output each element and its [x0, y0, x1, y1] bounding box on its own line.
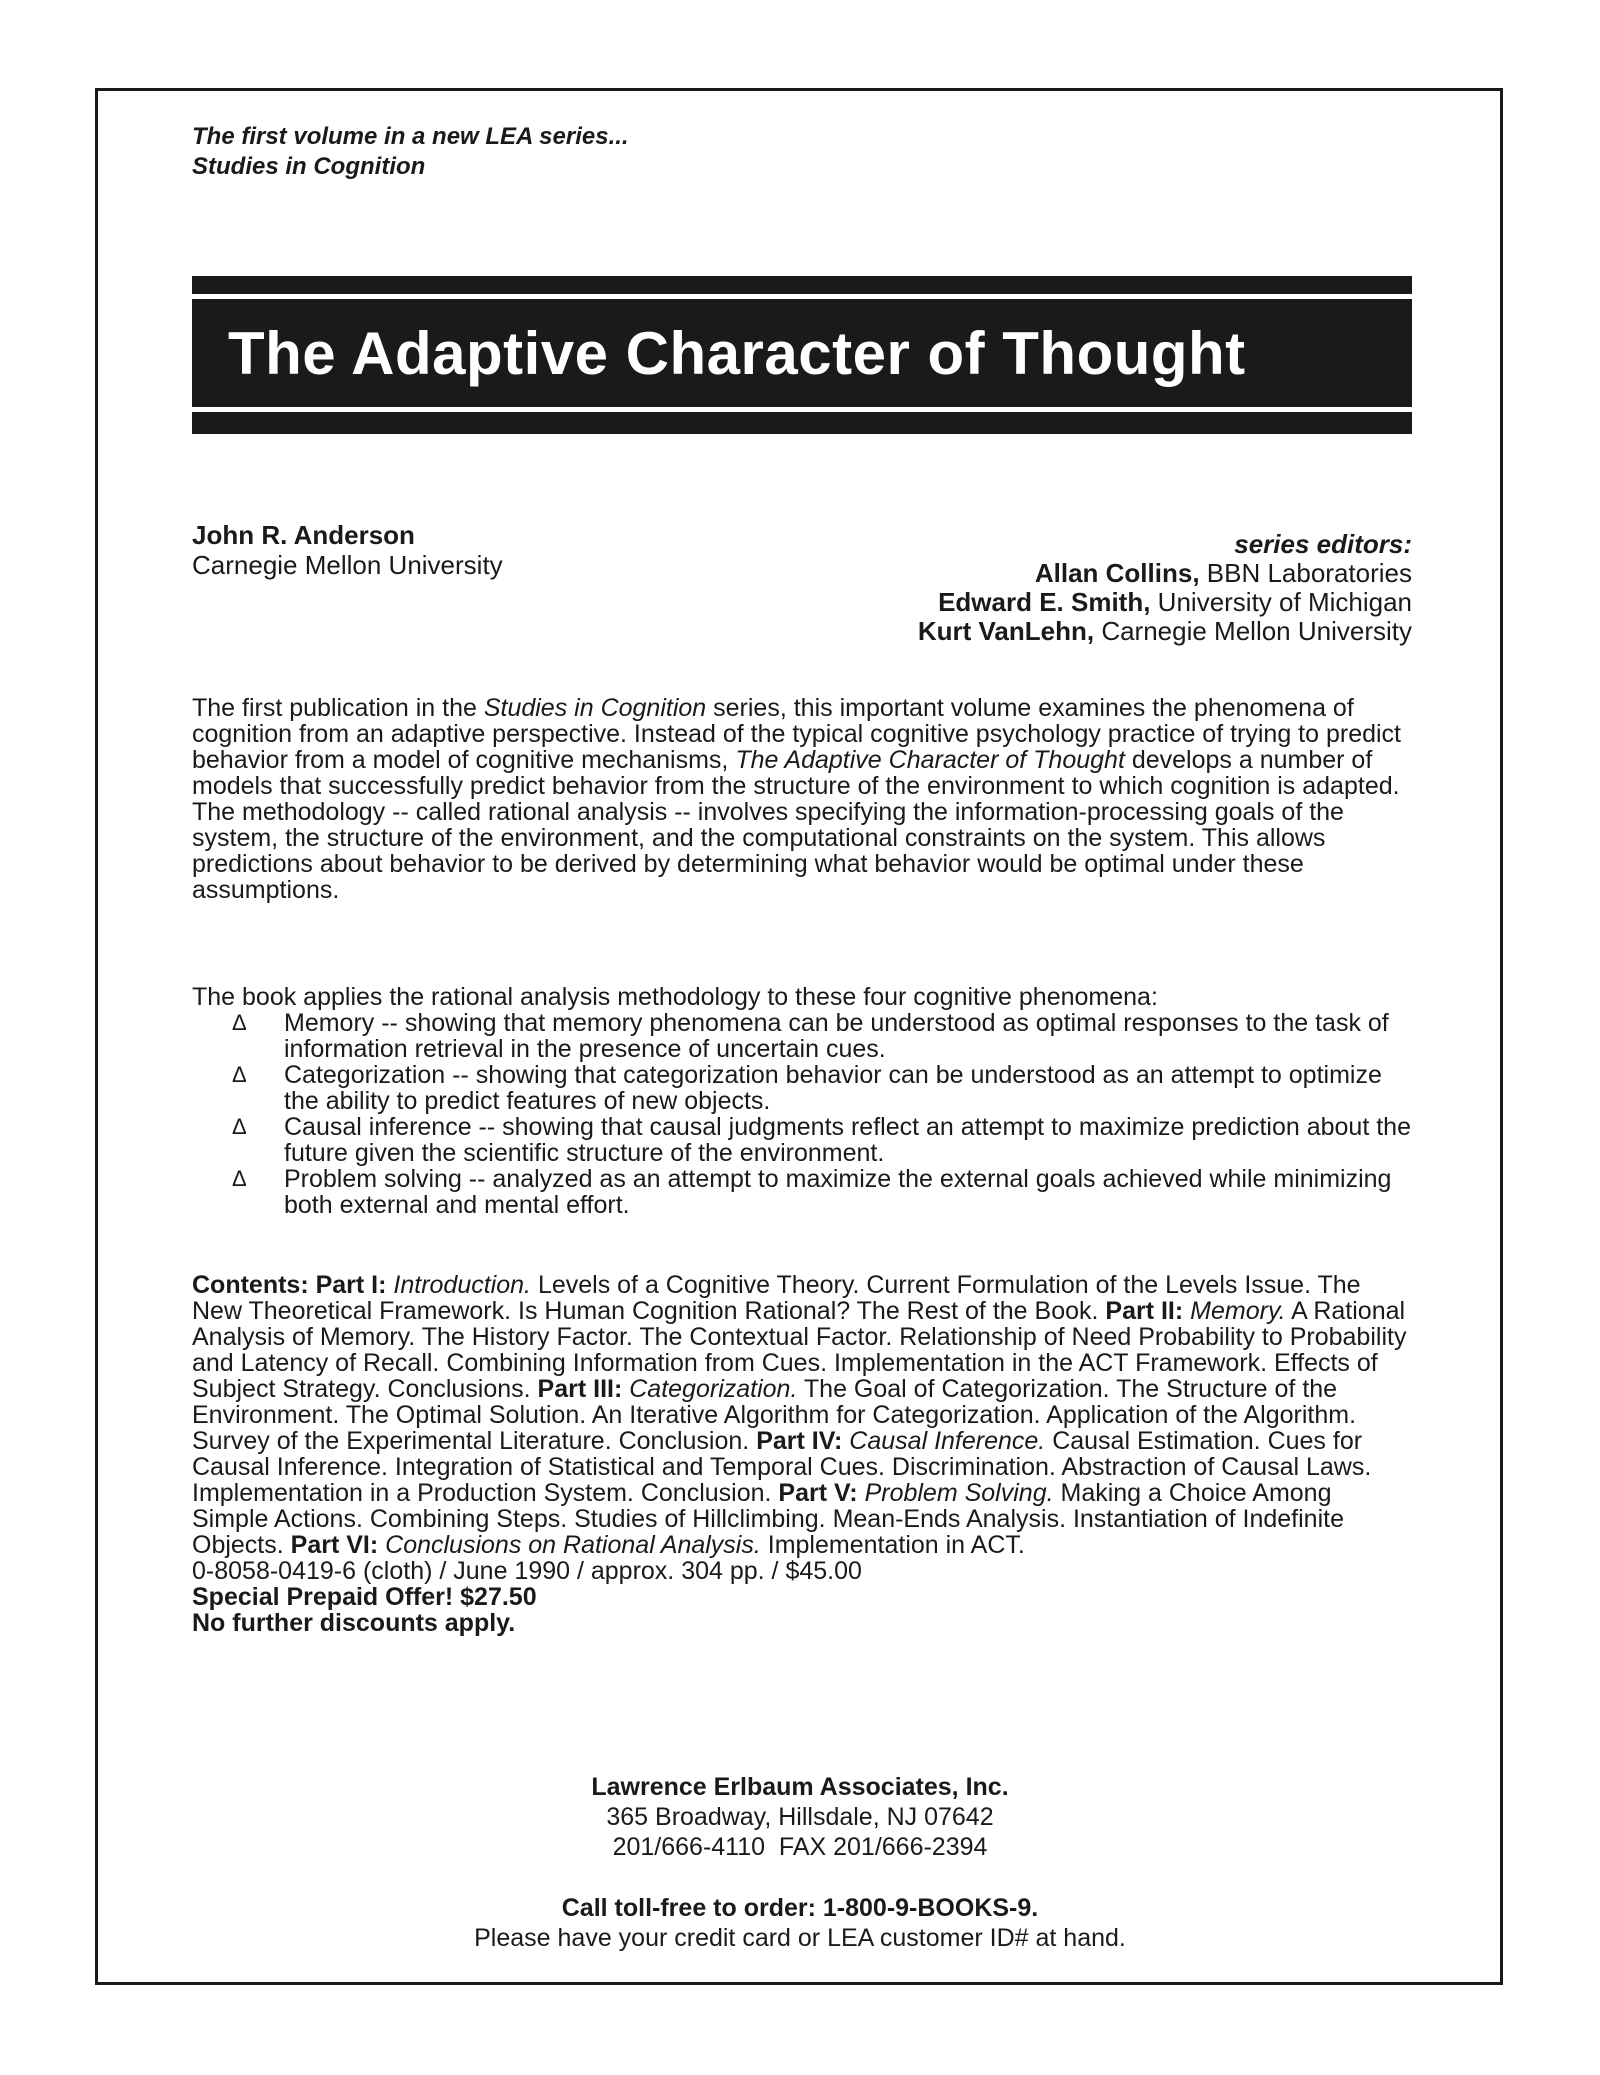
part-text: Causal Estimation. Cues for Causal Inference. Integration of Statistical and Temporal Cues. Discrimination. Abstraction of Causal Laws. Implementation in a Production System. Conclusion.: [192, 1427, 1372, 1507]
editor-entry: [918, 559, 1412, 588]
delta-bullet-icon: Δ: [232, 1166, 247, 1191]
text-run: The first publication in the: [192, 694, 484, 722]
bullet-text: Categorization -- showing that categorization behavior can be understood as an attempt to optimize the ability to predict features of new objects.: [284, 1061, 1382, 1115]
part-title: Conclusions on Rational Analysis.: [385, 1531, 761, 1559]
part-label: Part V:: [778, 1479, 858, 1507]
part-title: Causal Inference.: [849, 1427, 1046, 1455]
part-text: Implementation in ACT.: [760, 1531, 1025, 1559]
phenomena-list: [192, 1010, 1414, 1218]
contents-label: Contents: Part I:: [192, 1271, 387, 1299]
part-title: Problem Solving.: [864, 1479, 1054, 1507]
isbn-line: 0-8058-0419-6 (cloth) / June 1990 / approx. 304 pp. / $45.00: [192, 1557, 862, 1585]
editor-affiliation: Carnegie Mellon University: [1094, 616, 1412, 646]
editor-name: Edward E. Smith,: [938, 587, 1151, 617]
list-item: [192, 1114, 1414, 1166]
description-paragraph: [192, 695, 1414, 903]
series-editors: [918, 530, 1412, 646]
part-title: Memory.: [1190, 1297, 1286, 1325]
publisher-address: 365 Broadway, Hillsdale, NJ 07642: [606, 1803, 994, 1831]
title-band: [192, 299, 1412, 407]
delta-bullet-icon: Δ: [232, 1062, 247, 1087]
author-affiliation: Carnegie Mellon University: [192, 550, 503, 580]
editor-affiliation: BBN Laboratories: [1199, 558, 1412, 588]
series-announcement: [192, 122, 629, 182]
editors-label: series editors:: [1234, 529, 1412, 559]
bullet-text: Problem solving -- analyzed as an attempt to maximize the external goals achieved while minimizing both external and mental effort.: [284, 1165, 1392, 1219]
banner-stripe-top: [192, 276, 1412, 294]
part-title: Categorization.: [629, 1375, 798, 1403]
title-banner: [192, 276, 1412, 434]
banner-stripe-bottom: [192, 412, 1412, 434]
book-title-italic: The Adaptive Character of Thought: [735, 746, 1125, 774]
bullet-text: Memory -- showing that memory phenomena can be understood as optimal responses to the task of information retrieval in the presence of uncertain cues.: [284, 1009, 1389, 1063]
special-offer: Special Prepaid Offer! $27.50: [192, 1583, 537, 1611]
order-block: [0, 1893, 1600, 1953]
part-label: Part VI:: [290, 1531, 379, 1559]
delta-bullet-icon: Δ: [232, 1010, 247, 1035]
author-block: [192, 520, 503, 580]
part-label: Part II:: [1105, 1297, 1184, 1325]
part-text: Levels of a Cognitive Theory. Current Formulation of the Levels Issue. The New Theoretical Framework. Is Human Cognition Rational? The Rest of the Book.: [192, 1271, 1361, 1325]
text-run: series, this important volume examines the phenomena of cognition from an adaptive perspective. Instead of the typical cognitive psychology practice of trying to predict behavior from a model of cognitive mechanisms,: [192, 694, 1401, 774]
contents-section: [192, 1272, 1414, 1636]
text-run: develops a number of models that successfully predict behavior from the structure of the environment to which cognition is adapted. The methodology -- called rational analysis -- involves specifying the information-processing goals of the system, the structure of the environment, and the computational constraints on the system. This allows predictions about behavior to be derived by determining what behavior would be optimal under these assumptions.: [192, 746, 1400, 904]
order-note: Please have your credit card or LEA customer ID# at hand.: [474, 1924, 1126, 1952]
series-line-1: The first volume in a new LEA series...: [192, 123, 629, 150]
book-title: The Adaptive Character of Thought: [228, 319, 1246, 387]
part-label: Part III:: [537, 1375, 623, 1403]
contents-paragraph: [192, 1272, 1414, 1558]
delta-bullet-icon: Δ: [232, 1114, 247, 1139]
editor-name: Kurt VanLehn,: [917, 616, 1095, 646]
bullet-text: Causal inference -- showing that causal judgments reflect an attempt to maximize prediction about the future given the scientific structure of the environment.: [284, 1113, 1411, 1167]
list-item: [192, 1166, 1414, 1218]
part-text: A Rational Analysis of Memory. The History Factor. The Contextual Factor. Relationship of Need Probability to Probability and Latency of Recall. Combining Information from Cues. Implementation in the ACT Framework. Effects of Subject Strategy. Conclusions.: [192, 1297, 1407, 1403]
series-name-italic: Studies in Cognition: [483, 694, 707, 722]
editor-affiliation: University of Michigan: [1150, 587, 1412, 617]
author-name: John R. Anderson: [192, 520, 415, 550]
list-item: [192, 1062, 1414, 1114]
toll-free-line: Call toll-free to order: 1-800-9-BOOKS-9.: [561, 1894, 1039, 1922]
part-title: Introduction.: [393, 1271, 531, 1299]
publisher-phone: 201/666-4110 FAX 201/666-2394: [612, 1833, 988, 1861]
phenomena-intro: The book applies the rational analysis methodology to these four cognitive phenomena:: [192, 983, 1158, 1011]
series-line-2: Studies in Cognition: [192, 153, 426, 180]
editor-entry: [918, 588, 1412, 617]
part-label: Part IV:: [756, 1427, 843, 1455]
phenomena-section: [192, 984, 1414, 1218]
part-text: The Goal of Categorization. The Structure of the Environment. The Optimal Solution. An Iterative Algorithm for Categorization. Application of the Algorithm. Survey of the Experimental Literature. Conclusion.: [192, 1375, 1357, 1455]
editor-entry: [918, 617, 1412, 646]
publisher-block: [0, 1772, 1600, 1862]
no-discounts-note: No further discounts apply.: [192, 1609, 516, 1637]
editor-name: Allan Collins,: [1034, 558, 1200, 588]
part-text: Making a Choice Among Simple Actions. Combining Steps. Studies of Hillclimbing. Mean-Ends Analysis. Instantiation of Indefinite Objects.: [192, 1479, 1344, 1559]
list-item: [192, 1010, 1414, 1062]
publisher-name: Lawrence Erlbaum Associates, Inc.: [591, 1773, 1009, 1801]
